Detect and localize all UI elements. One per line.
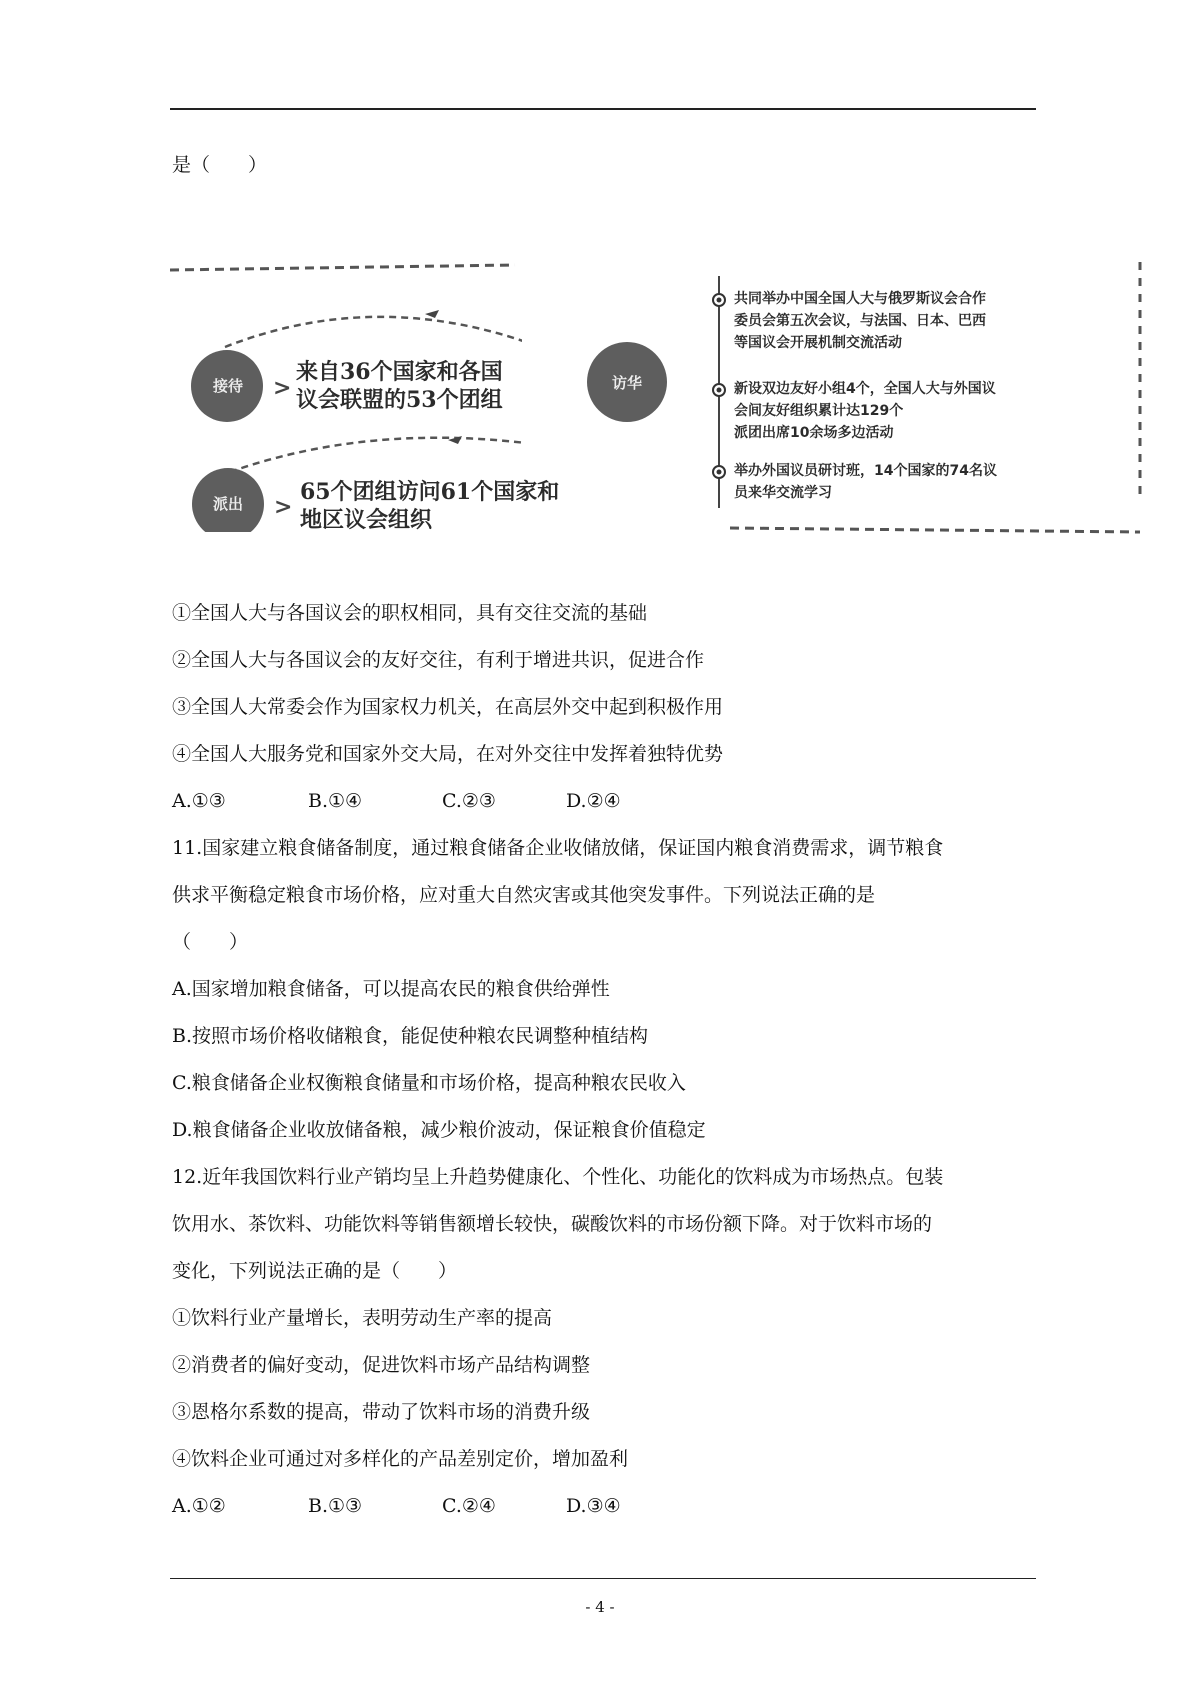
page-number: - 4 - xyxy=(585,1598,615,1616)
q10-option-d: D.②④ xyxy=(566,790,621,812)
q12-statement-4: ④饮料企业可通过对多样化的产品差别定价，增加盈利 xyxy=(172,1448,629,1470)
header-rule xyxy=(170,108,1036,110)
sent-text xyxy=(300,478,559,534)
activities-panel xyxy=(700,258,1148,540)
q10-statement-3: ③全国人大常委会作为国家权力机关，在高层外交中起到积极作用 xyxy=(172,696,724,718)
activity-2-line3: 派团出席10余场多边活动 xyxy=(734,425,894,441)
q12-options xyxy=(172,1493,621,1519)
received-text-line2: 议会联盟的53个团组 xyxy=(296,387,503,413)
activity-3-line2: 员来华交流学习 xyxy=(734,485,832,501)
q12-stem-line1: 12.近年我国饮料行业产销均呈上升趋势健康化、个性化、功能化的饮料成为市场热点。包装 xyxy=(172,1166,944,1188)
q10-options xyxy=(172,788,621,814)
q10-option-a: A.①③ xyxy=(172,790,226,812)
q12-stem-line3: 变化，下列说法正确的是（ ） xyxy=(172,1260,458,1282)
q12-option-a: A.①② xyxy=(172,1495,226,1517)
q11-stem-line3: （ ） xyxy=(172,931,249,953)
sent-text-line1: 65个团组访问61个国家和 xyxy=(300,479,560,505)
activity-3-line1: 举办外国议员研讨班，14个国家的74名议 xyxy=(734,463,997,479)
activity-1-line1: 共同举办中国全国人大与俄罗斯议会合作 xyxy=(734,291,986,307)
q11-stem-line2: 供求平衡稳定粮食市场价格，应对重大自然灾害或其他突发事件。下列说法正确的是 xyxy=(172,884,876,906)
q10-statement-2: ②全国人大与各国议会的友好交往，有利于增进共识，促进合作 xyxy=(172,649,705,671)
received-text xyxy=(296,358,503,414)
q11-stem-line1: 11.国家建立粮食储备制度，通过粮食储备企业收储放储，保证国内粮食消费需求，调节粮食 xyxy=(172,837,944,859)
q11-option-d: D.粮食储备企业收放储备粮，减少粮价波动，保证粮食价值稳定 xyxy=(172,1119,706,1141)
question-stem-tail: 是（ ） xyxy=(172,154,268,176)
q12-option-c: C.②④ xyxy=(442,1495,496,1517)
activity-2-line2: 会间友好组织累计达129个 xyxy=(734,403,904,419)
q10-option-c: C.②③ xyxy=(442,790,496,812)
activity-1-line2: 委员会第五次会议，与法国、日本、巴西 xyxy=(734,313,986,329)
footer-rule xyxy=(170,1578,1036,1579)
q12-statement-1: ①饮料行业产量增长，表明劳动生产率的提高 xyxy=(172,1307,553,1329)
activity-1-line3: 等国议会开展机制交流活动 xyxy=(734,335,902,351)
activity-2-line1: 新设双边友好小组4个，全国人大与外国议 xyxy=(734,381,996,397)
q10-statement-4: ④全国人大服务党和国家外交大局，在对外交往中发挥着独特优势 xyxy=(172,743,724,765)
q11-option-b: B.按照市场价格收储粮食，能促使种粮农民调整种植结构 xyxy=(172,1025,649,1047)
q12-option-d: D.③④ xyxy=(566,1495,621,1517)
q12-statement-3: ③恩格尔系数的提高，带动了饮料市场的消费升级 xyxy=(172,1401,591,1423)
q10-statement-1: ①全国人大与各国议会的职权相同，具有交往交流的基础 xyxy=(172,602,648,624)
sent-text-line2: 地区议会组织 xyxy=(300,507,433,533)
q12-statement-2: ②消费者的偏好变动，促进饮料市场产品结构调整 xyxy=(172,1354,591,1376)
svg-text:>: > xyxy=(274,494,293,520)
visit-china-label: 访华 xyxy=(611,374,642,392)
q12-option-b: B.①③ xyxy=(308,1495,363,1517)
q10-option-b: B.①④ xyxy=(308,790,363,812)
q11-option-c: C.粮食储备企业权衡粮食储量和市场价格，提高种粮农民收入 xyxy=(172,1072,686,1094)
q11-option-a: A.国家增加粮食储备，可以提高农民的粮食供给弹性 xyxy=(172,978,610,1000)
q12-stem-line2: 饮用水、茶饮料、功能饮料等销售额增长较快，碳酸饮料的市场份额下降。对于饮料市场的 xyxy=(172,1213,933,1235)
received-text-line1: 来自36个国家和各国 xyxy=(296,359,503,385)
svg-text:>: > xyxy=(273,375,292,401)
sent-label: 派出 xyxy=(212,495,243,513)
received-label: 接待 xyxy=(212,377,243,395)
